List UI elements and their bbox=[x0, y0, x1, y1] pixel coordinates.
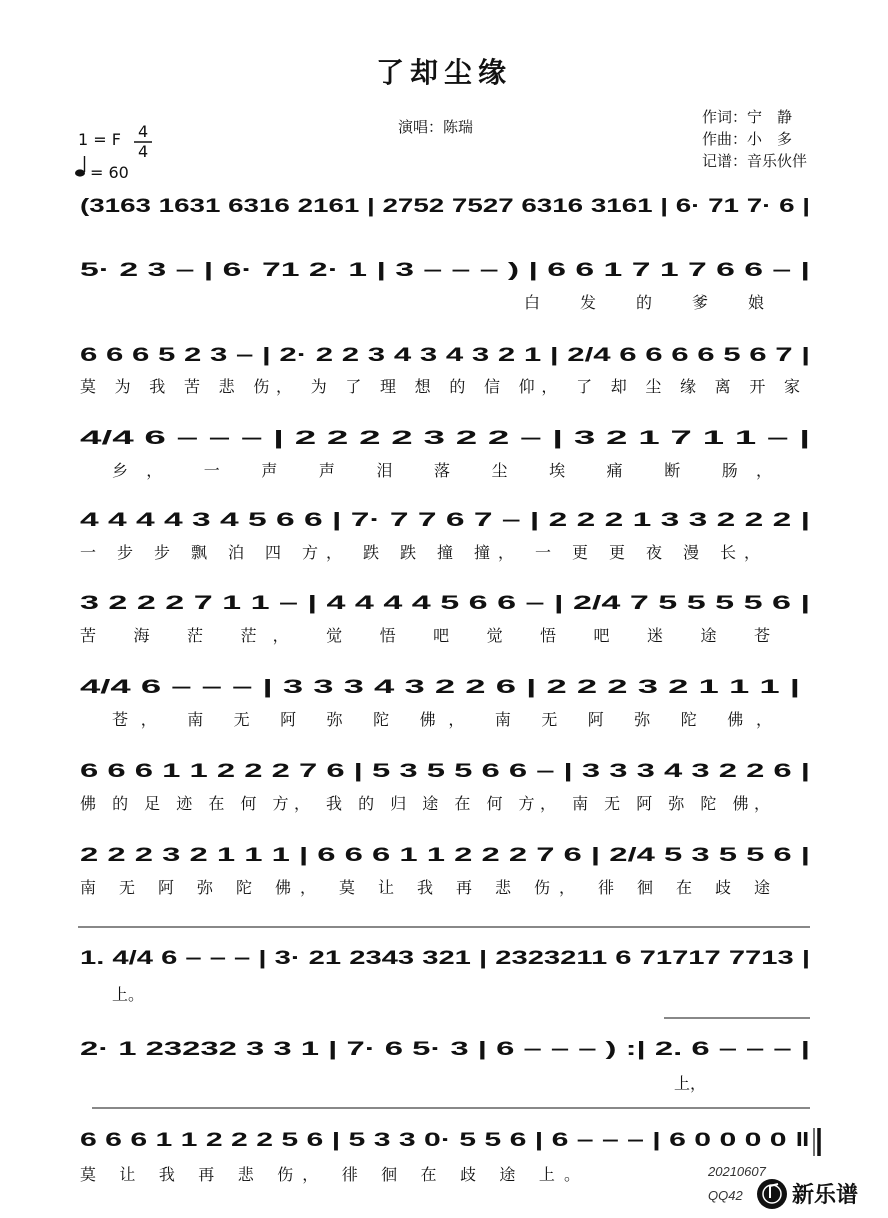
system-notes: 4/4 6 – – – | 2 2 2 2 3 2 2 – | 3 2 1 7 1 1 – | bbox=[80, 428, 810, 449]
system-10 bbox=[80, 948, 810, 1004]
key-signature: 1 = F bbox=[78, 130, 121, 149]
system-notes: 6 6 6 1 1 2 2 2 7 6 | 5 3 5 5 6 6 – | 3 3 3 4 3 2 2 6 | bbox=[80, 761, 810, 782]
lyricist-credit: 作词：宁 静 bbox=[702, 108, 793, 126]
system-7 bbox=[80, 677, 800, 729]
system-notes: 5· 2 3 – | 6· 71 2· 1 | 3 – – – ) | 6 6 1 7 1 7 6 6 – | bbox=[80, 260, 810, 281]
system-5 bbox=[80, 510, 810, 562]
system-notes: 3 2 2 2 7 1 1 – | 4 4 4 4 5 6 6 – | 2/4 7 5 5 5 5 6 | bbox=[80, 593, 810, 614]
system-8 bbox=[80, 761, 810, 813]
tempo-marking: = 60 bbox=[90, 163, 129, 182]
system-lyrics: 南 无 阿 弥 陀 佛， 莫 让 我 再 悲 伤， 徘 徊 在 歧 途 bbox=[80, 878, 770, 897]
transcriber-credit: 记谱：音乐伙伴 bbox=[702, 152, 808, 170]
system-notes: 6 6 6 5 2 3 – | 2· 2 2 3 4 3 4 3 2 1 | 2/4 6 6 6 6 5 6 7 | bbox=[80, 345, 810, 366]
time-signature-top: 4 bbox=[138, 122, 149, 141]
system-4 bbox=[80, 428, 810, 480]
system-lyrics: 苦 海 茫 茫， 觉 悟 吧 觉 悟 吧 迷 途 苍 bbox=[80, 626, 770, 645]
system-notes: 4 4 4 4 3 4 5 6 6 | 7· 7 7 6 7 – | 2 2 2 1 3 3 2 2 2 | bbox=[80, 510, 810, 531]
system-11 bbox=[80, 1039, 810, 1093]
system-notes: 2· 1 23232 3 3 1 | 7· 6 5· 3 | 6 – – – ) :| 2. 6 – – – | bbox=[80, 1039, 810, 1060]
system-lyrics: 乡， 一 声 声 泪 落 尘 埃 痛 断 肠， bbox=[112, 461, 773, 480]
brand-name: 新乐谱 bbox=[792, 1183, 859, 1208]
system-lyrics: 莫 为 我 苦 悲 伤， 为 了 理 想 的 信 仰， 了 却 尘 缘 离 开 家 bbox=[80, 377, 801, 396]
system-9 bbox=[80, 845, 810, 897]
system-notes: 4/4 6 – – – | 3 3 3 4 3 2 2 6 | 2 2 2 3 2 1 1 1 | bbox=[80, 677, 800, 698]
quarter-note-icon bbox=[75, 156, 85, 177]
system-lyrics: 莫 让 我 再 悲 伤， 徘 徊 在 歧 途 上。 bbox=[80, 1165, 580, 1184]
singer-label: 演唱：陈瑞 bbox=[398, 118, 474, 136]
system-notes: 2 2 2 3 2 1 1 1 | 6 6 6 1 1 2 2 2 7 6 | 2/4 5 3 5 5 6 | bbox=[80, 845, 810, 866]
system-notes: 1. 4/4 6 – – – | 3· 21 2343 321 | 2323211 6 71717 7713 | bbox=[80, 948, 810, 969]
system-12 bbox=[80, 1130, 810, 1184]
time-signature-bottom: 4 bbox=[138, 142, 149, 161]
system-1 bbox=[80, 196, 810, 217]
system-lyrics: 上。 bbox=[112, 985, 145, 1004]
qq-label: QQ42 bbox=[708, 1188, 743, 1203]
transcription-date: 20210607 bbox=[708, 1164, 766, 1179]
system-lyrics: 白 发 的 爹 娘 bbox=[524, 293, 764, 312]
song-title: 了却尘缘 bbox=[375, 56, 513, 89]
system-2 bbox=[80, 260, 810, 312]
system-notes: (3163 1631 6316 2161 | 2752 7527 6316 3161 | 6· 71 7· 6 | bbox=[80, 196, 810, 217]
system-notes: 6 6 6 1 1 2 2 2 5 6 | 5 3 3 0· 5 5 6 | 6 – – – | 6 0 0 0 0 ‖ bbox=[80, 1130, 810, 1151]
composer-credit: 作曲：小 多 bbox=[702, 130, 793, 148]
system-6 bbox=[80, 593, 810, 645]
system-lyrics: 一 步 步 飘 泊 四 方， 跌 跌 撞 撞， 一 更 更 夜 漫 长， bbox=[80, 543, 760, 562]
system-lyrics: 上， bbox=[674, 1074, 707, 1093]
system-lyrics: 佛 的 足 迹 在 何 方， 我 的 归 途 在 何 方， 南 无 阿 弥 陀 佛， bbox=[80, 794, 770, 813]
brand-logo bbox=[757, 1179, 787, 1209]
system-3 bbox=[80, 345, 810, 396]
system-lyrics: 苍， 南 无 阿 弥 陀 佛， 南 无 阿 弥 陀 佛， bbox=[112, 710, 773, 729]
